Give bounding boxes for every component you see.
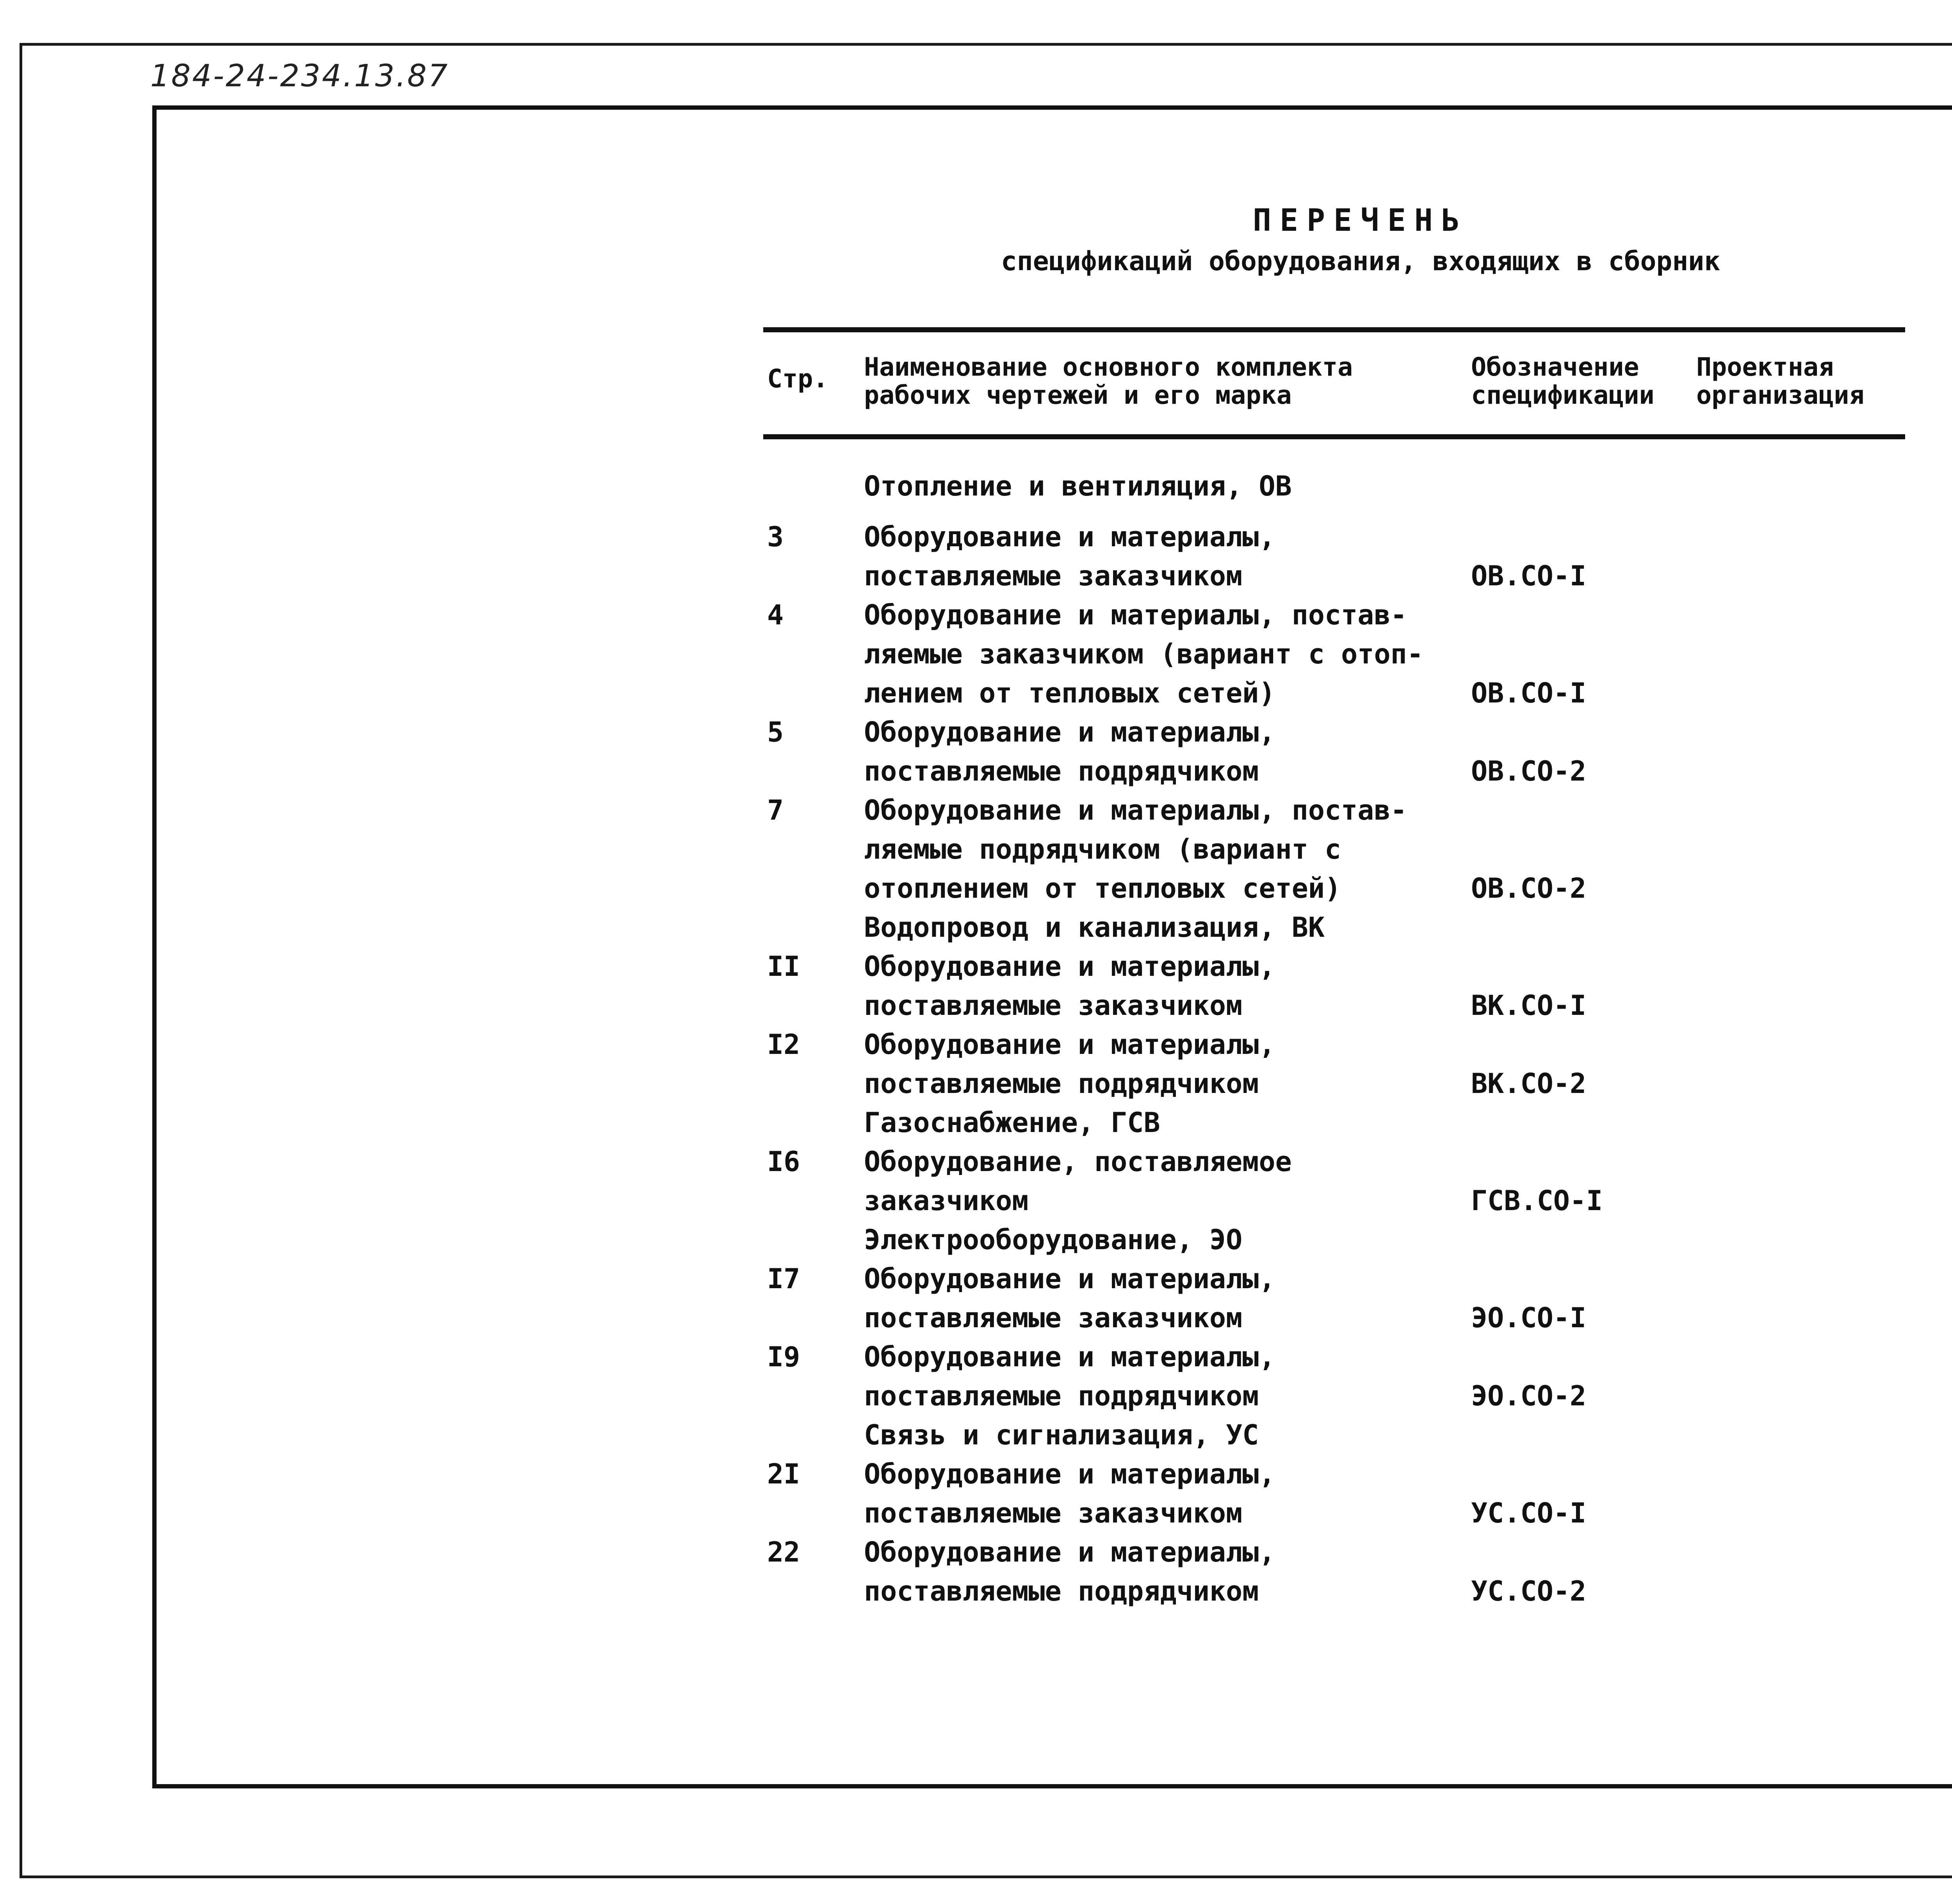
- table-row: [0, 1533, 1952, 1611]
- row-page-number: I7: [767, 1263, 800, 1295]
- row-spec-code: ОВ.СО-2: [1471, 872, 1587, 904]
- row-page-number: 5: [767, 716, 784, 748]
- column-header-page: Стр.: [767, 364, 828, 394]
- row-page-number: I6: [767, 1146, 800, 1178]
- row-spec-code: ЭО.СО-I: [1471, 1302, 1587, 1334]
- column-header-spec: Обозначение спецификации: [1471, 353, 1655, 410]
- row-name: Оборудование и материалы, поставляемые заказчиком: [864, 1458, 1275, 1529]
- section-heading-row: [0, 467, 1952, 506]
- table-row: [0, 1455, 1952, 1533]
- section-heading: Водопровод и канализация, ВК: [864, 911, 1325, 943]
- section-heading-row: [0, 1416, 1952, 1455]
- row-spec-code: ГСВ.СО-I: [1471, 1185, 1603, 1217]
- row-page-number: 2I: [767, 1458, 800, 1490]
- table-row: [0, 947, 1952, 1025]
- column-header-organization: Проектная организация: [1696, 353, 1865, 410]
- row-page-number: 7: [767, 794, 784, 826]
- specification-table-body: [0, 467, 1952, 1611]
- row-spec-code: ОВ.СО-2: [1471, 755, 1587, 787]
- row-page-number: I2: [767, 1029, 800, 1061]
- document-code: 184-24-234.13.87: [150, 59, 449, 94]
- row-name: Оборудование и материалы, постав- ляемые заказчиком (вариант с отоп- лением от тепловых сетей): [864, 599, 1423, 709]
- row-name: Оборудование и материалы, поставляемые подрядчиком: [864, 1536, 1275, 1607]
- table-row: [0, 1025, 1952, 1103]
- table-row: [0, 791, 1952, 908]
- table-row: [0, 1142, 1952, 1220]
- row-spec-code: ВК.СО-I: [1471, 989, 1587, 1022]
- table-row: [0, 595, 1952, 713]
- row-name: Оборудование и материалы, поставляемые подрядчиком: [864, 1029, 1275, 1100]
- row-spec-code: ОВ.СО-I: [1471, 677, 1587, 709]
- section-heading: Электрооборудование, ЭО: [864, 1224, 1243, 1256]
- row-name: Оборудование и материалы, поставляемые подрядчиком: [864, 1341, 1275, 1412]
- row-page-number: 22: [767, 1536, 800, 1568]
- row-spec-code: УС.СО-2: [1471, 1575, 1587, 1607]
- page-subtitle: спецификаций оборудования, входящих в сборник: [1001, 246, 1720, 277]
- row-name: Оборудование и материалы, поставляемые заказчиком: [864, 521, 1275, 592]
- table-row: [0, 517, 1952, 595]
- table-row: [0, 1259, 1952, 1337]
- table-row: [0, 713, 1952, 791]
- row-name: Оборудование и материалы, поставляемые заказчиком: [864, 950, 1275, 1022]
- table-header-rule: [763, 434, 1905, 439]
- row-spec-code: УС.СО-I: [1471, 1497, 1587, 1529]
- column-header-name: Наименование основного комплекта рабочих чертежей и его марка: [864, 353, 1353, 410]
- row-spec-code: ОВ.СО-I: [1471, 560, 1587, 592]
- section-heading: Связь и сигнализация, УС: [864, 1419, 1259, 1451]
- section-heading-row: [0, 908, 1952, 947]
- table-top-rule: [763, 327, 1905, 332]
- row-name: Оборудование и материалы, постав- ляемые подрядчиком (вариант с отоплением от тепловых сетей): [864, 794, 1407, 904]
- row-page-number: 4: [767, 599, 784, 631]
- table-row: [0, 1337, 1952, 1416]
- section-heading: Отопление и вентиляция, ОВ: [864, 470, 1292, 502]
- row-page-number: II: [767, 950, 800, 982]
- row-name: Оборудование и материалы, поставляемые заказчиком: [864, 1263, 1275, 1334]
- row-page-number: I9: [767, 1341, 800, 1373]
- section-heading: Газоснабжение, ГСВ: [864, 1107, 1160, 1139]
- section-heading-row: [0, 1220, 1952, 1259]
- row-name: Оборудование и материалы, поставляемые подрядчиком: [864, 716, 1275, 787]
- row-name: Оборудование, поставляемое заказчиком: [864, 1146, 1292, 1217]
- page-title: ПЕРЕЧЕНЬ: [1253, 203, 1468, 238]
- section-heading-row: [0, 1103, 1952, 1142]
- row-page-number: 3: [767, 521, 784, 553]
- row-spec-code: ЭО.СО-2: [1471, 1380, 1587, 1412]
- row-spec-code: ВК.СО-2: [1471, 1068, 1587, 1100]
